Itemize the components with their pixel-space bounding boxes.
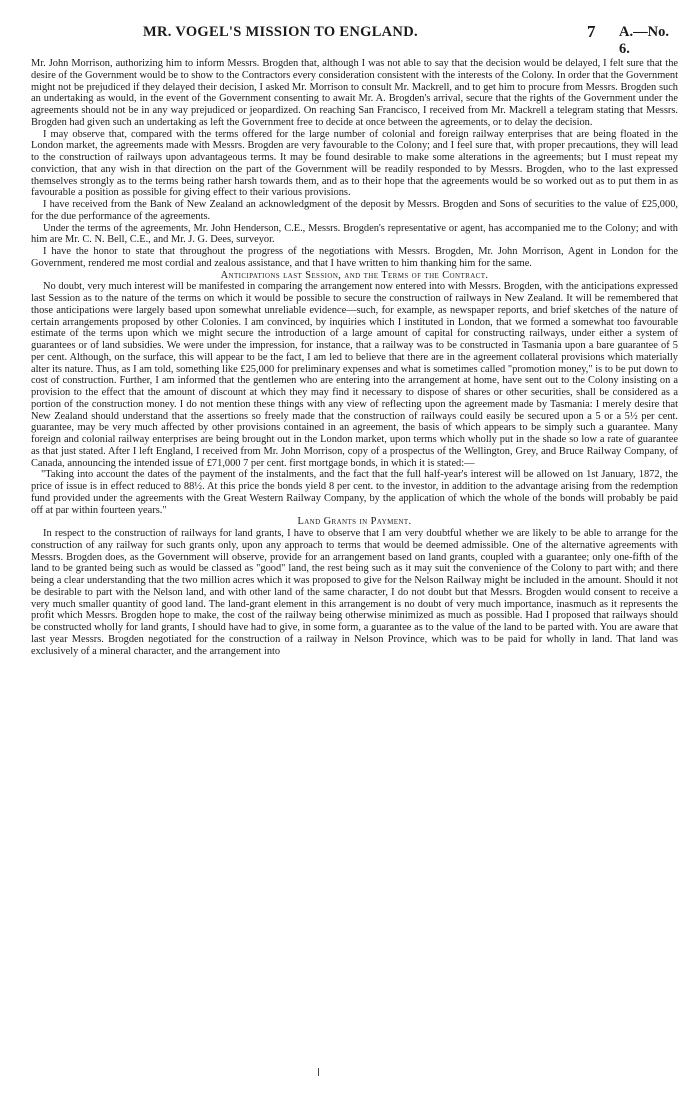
paragraph-terms-comparison: I may observe that, compared with the terms offered for the large number of colonial and foreign railway enterprises that are being floated in the London market, the agreements made with Messrs. Brogden are very favourable to the Colony; and I feel sure that, with proper precautions, they will lead to the construction of railways upon advantageous terms. It may be found desirable to make some alterations in the agreements; but I must repeat my conviction, that any wish in that direction on the part of the Government will be readily responded to by Messrs. Brogden, who to the last expressed themselves strongly as to the terms being rather harsh towards them, and as to their hope that the agreements would be so worked out as to put them in as favourable a position as possible for giving effect to their various provisions. xyxy=(31,128,678,199)
section-heading-anticipations: Anticipations last Session, and the Terms of the Contract. xyxy=(220,269,489,281)
body-text xyxy=(31,58,678,657)
paragraph-land-grants: In respect to the construction of railways for land grants, I have to observe that I am very doubtful whether we are likely to be able to arrange for the construction of any railway for such grants only, upon any approach to terms that would be deemed admissible. One of the alternative agreements with Messrs. Brogden does, as the Government will observe, provide for an arrangement based on land grants, coupled with a guarantee; only one-fifth of the land to be granted being such as would be classed as "good" land, the rest being such as it may suit the convenience of the Colony to part with; and there being a clear understanding that the two million acres which it was proposed to give for the Nelson Railway might be included in the amount. Should it not be desirable to part with the Nelson land, and with other land of the same character, I do not doubt but that Messrs. Brogden would consent to receive a very much smaller quantity of good land. The land-grant element in this arrangement is no doubt of very much importance, inasmuch as it represents the profit which Messrs. Brogden hope to make, the cost of the railway being otherwise minimized as much as possible. Had I proposed that railways should be constructed wholly for land grants, I should have had to give, in some form, a guarantee as to the value of the land to be parted with. You are aware that last year Messrs. Brogden negotiated for the construction of a railway in Nelson Province, which was to be paid for wholly in land. That land was exclusively of a mineral character, and the arrangement into xyxy=(31,528,678,657)
running-title: MR. VOGEL'S MISSION TO ENGLAND. xyxy=(143,24,418,40)
quoted-prospectus: "Taking into account the dates of the payment of the instalments, and the fact that the full half-year's interest will be allowed on 1st January, 1872, the price of issue is in effect reduced to 88½. At this price the bonds yield 8 per cent. to the investor, in addition to the advantage arising from the redemption fund provided under the agreements with the Great Western Railway Company, by the application of which the whole of the bonds will probably be paid off at par within fourteen years." xyxy=(31,469,678,516)
paragraph-continuation: Mr. John Morrison, authorizing him to inform Messrs. Brogden that, although I was not able to say that the decision would be delayed, I felt sure that the desire of the Government would be to show to the Contractors every consideration consistent with the interests of the Colony. In order that the Government might not be prejudiced if they delayed their decision, I asked Mr. Morrison to consult Mr. Mackrell, and to get him to procure from Messrs. Brogden such an undertaking as would, in the event of the Government consenting to await Mr. A. Brogden's arrival, secure that the rights of the Government under the agreements should not be in any way prejudiced or jeopardized. On reaching San Francisco, I received from Mr. Mackrell a telegram stating that Messrs. Brogden had given such an undertaking as left the Government free to decide at once between the agreements, or to delay the decision. xyxy=(31,58,678,128)
page-number: 7 xyxy=(587,22,596,41)
running-head xyxy=(31,22,678,57)
paragraph-deposit: I have received from the Bank of New Zealand an acknowledgment of the deposit by Messrs. Brogden and Sons of securities to the value of £25,000, for the due performance of the agreements. xyxy=(31,199,678,222)
document-reference: A.—No. 6. xyxy=(619,24,669,57)
footer-mark xyxy=(318,1068,319,1076)
section-heading-land-grants: Land Grants in Payment. xyxy=(297,516,412,528)
paragraph-agent: Under the terms of the agreements, Mr. John Henderson, C.E., Messrs. Brogden's representative or agent, has accompanied me to the Colony; and with him are Mr. C. N. Bell, C.E., and Mr. J. G. Dees, surveyor. xyxy=(31,222,678,246)
paragraph-anticipations: No doubt, very much interest will be manifested in comparing the arrangement now entered into with Messrs. Brogden, with the anticipations expressed last Session as to the nature of the terms on which it would be possible to secure the construction of railways in New Zealand. It will be remembered that those anticipations were largely based upon somewhat unreliable evidence—such, for example, as newspaper reports, and brief sketches of the nature of certain arrangements proposed by other Colonies. I am convinced, by inquiries which I instituted in London, that we formed a somewhat too favourable estimate of the terms upon which we might secure the introduction of a large amount of capital for constructing railways, under either a system of guarantees or of land subsidies. We were under the impression, for instance, that a railway was to be constructed in Tasmania upon a bare guarantee of 5 per cent. Although, on the surface, this will appear to be the fact, I am led to believe that there are in the agreement collateral provisions which materially alter its nature. Thus, as I am told, something like £25,000 for preliminary expenses and what is sometimes called "promotion money," is to be put down to cost of construction. Further, I am informed that the gentlemen who are entering into the arrangement at home, have sent out to the Colony insisting on a provision to the effect that the amount of discount at which they may find it necessary to dispose of shares or other securities, shall be considered as a portion of the construction money. I do not mention these things with any view of reflecting upon the agreement made by Tasmania: I merely desire that New Zealand should understand that the assertions so freely made that the construction of railways could easily be secured upon a 5 or a 5½ per cent. guarantee, may be very much affected by other provisions contained in an agreement, the basis of which appears to be simply such a guarantee. Many foreign and colonial railway enterprises are being brought out in the London market, upon terms which wholly put in the shade so low a rate of guarantee as that just stated. After I left England, I received from Mr. John Morrison, copy of a prospectus of the Wellington, Grey, and Bruce Railway Company, of Canada, announcing the intended issue of £71,000 7 per cent. first mortgage bonds, in which it is stated:— xyxy=(31,281,678,469)
paragraph-acknowledgment: I have the honor to state that throughout the progress of the negotiations with Messrs. Brogden, Mr. John Morrison, Agent in London for the Government, rendered me most cordial and zealous assistance, and that I have written to him thanking him for the same. xyxy=(31,246,678,269)
